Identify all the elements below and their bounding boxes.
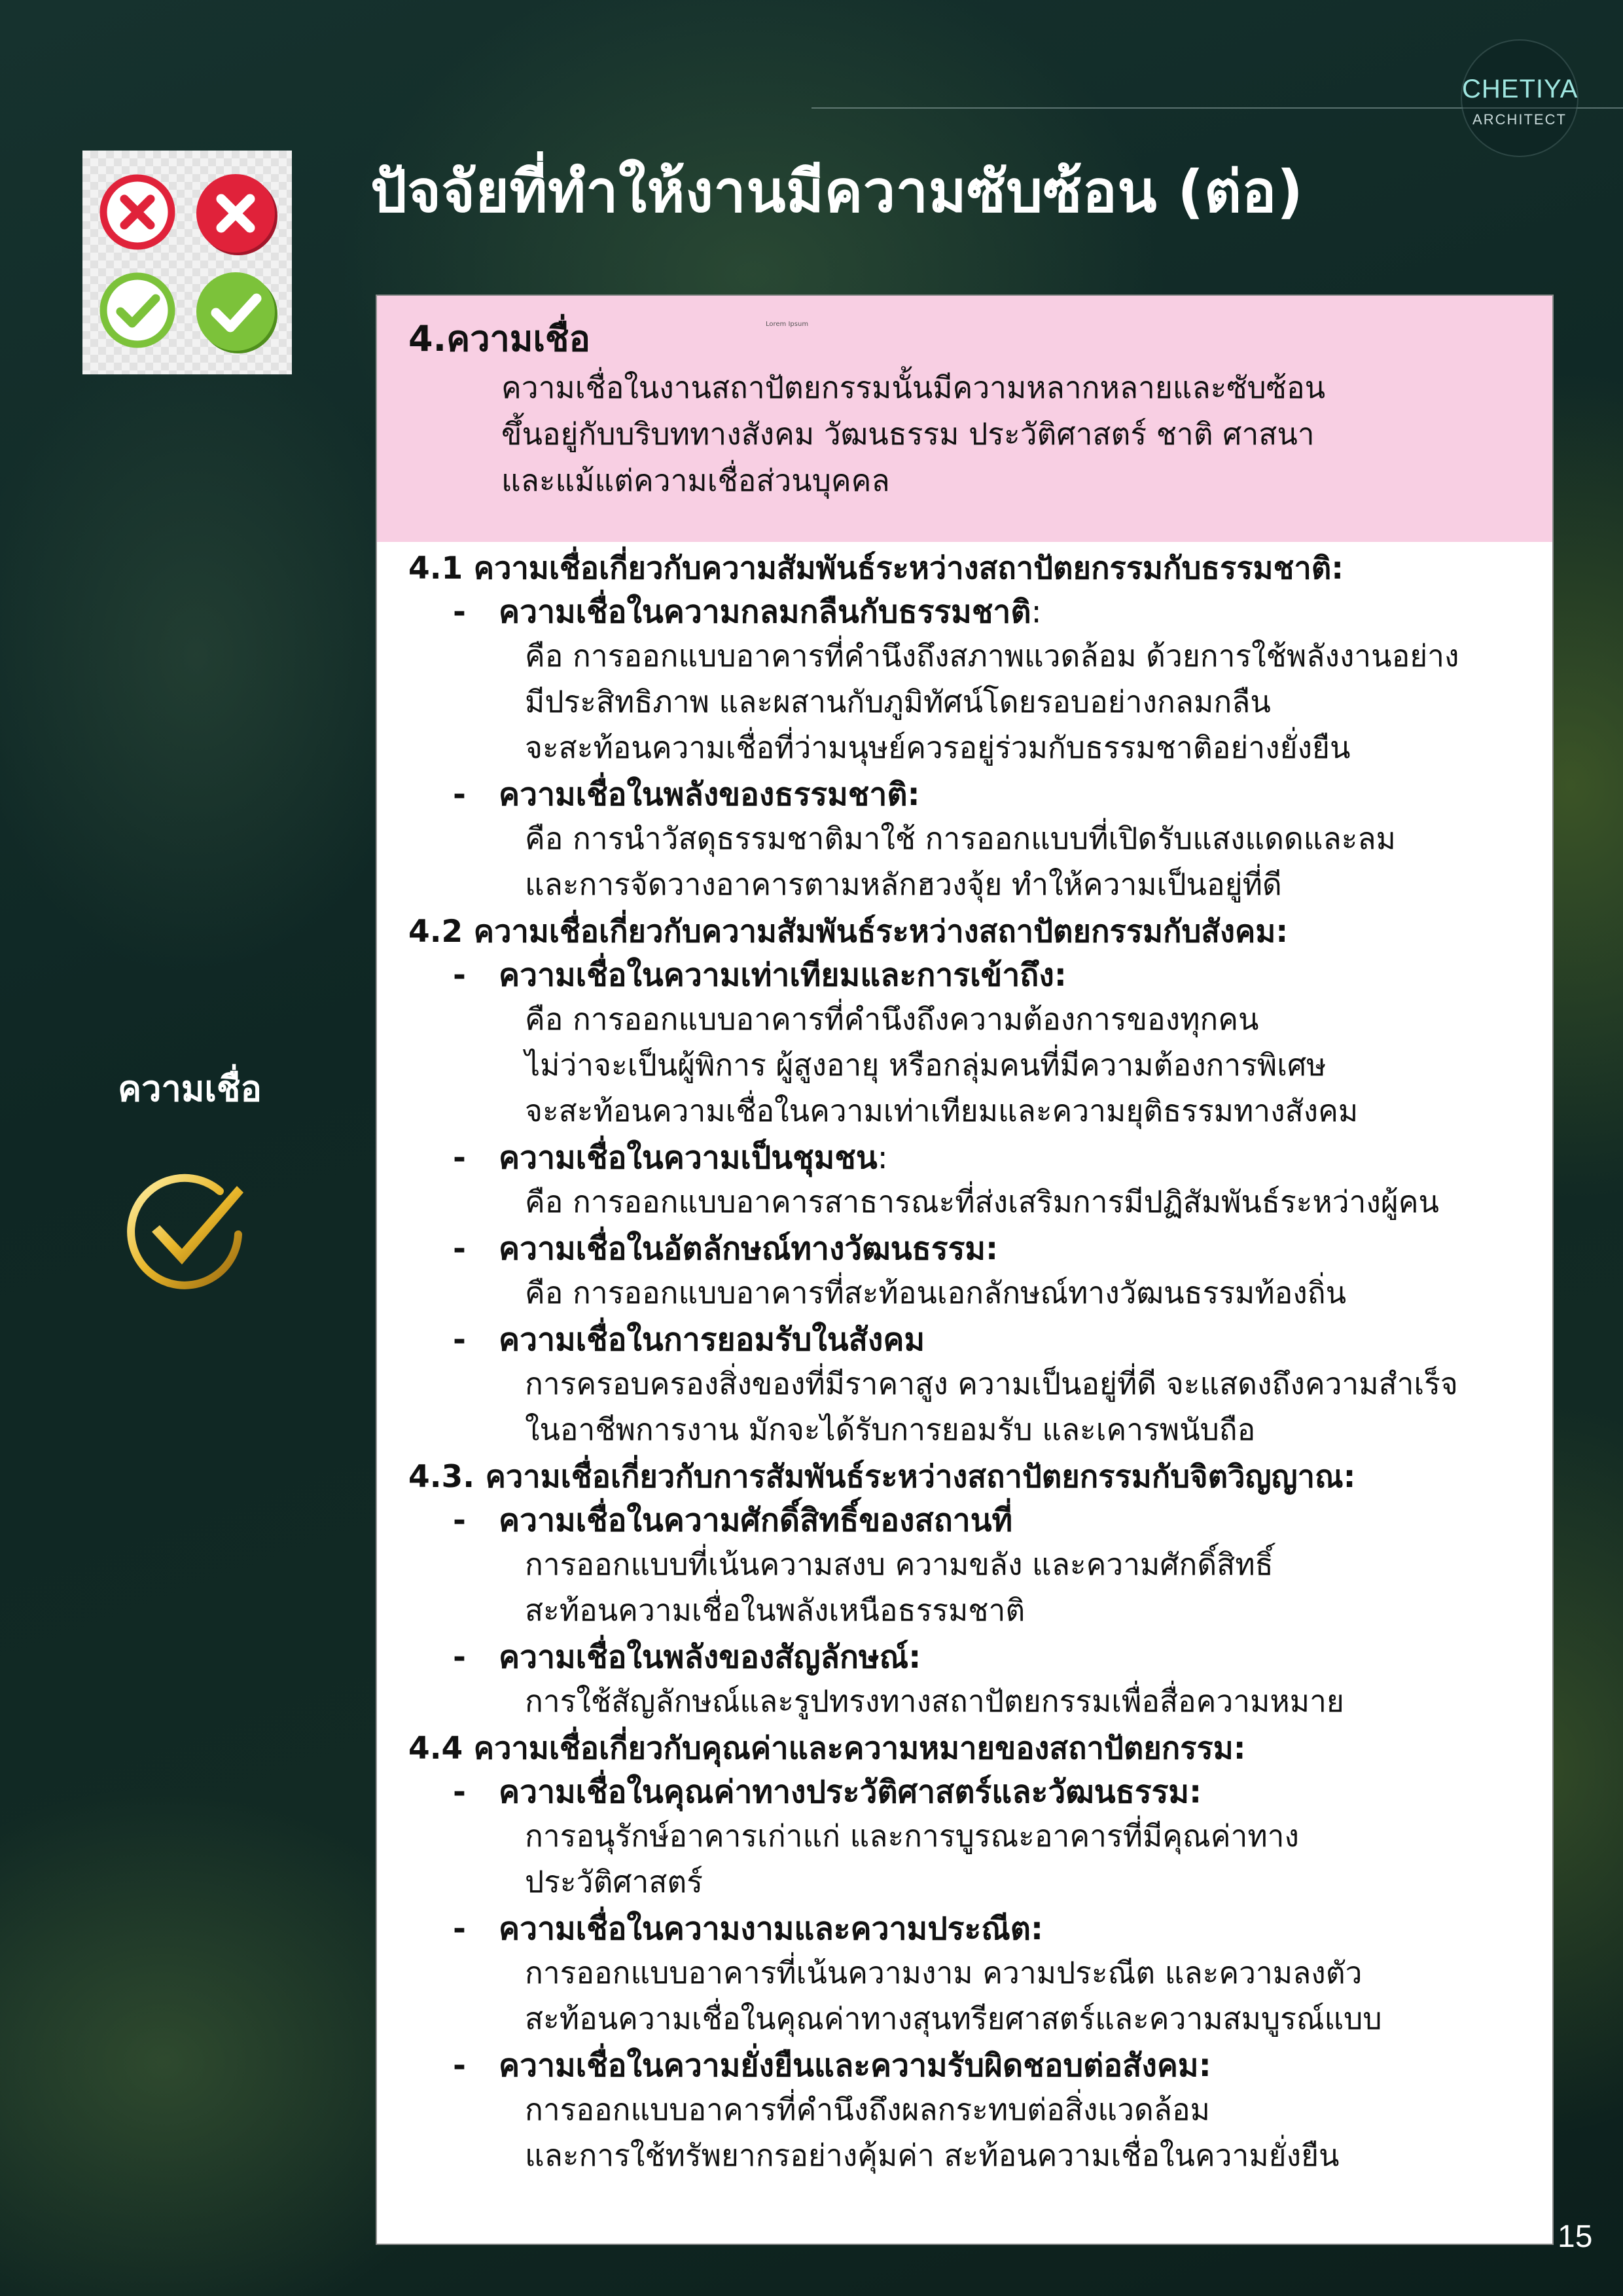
intro-line: และแม้แต่ความเชื่อส่วนบุคคล xyxy=(501,463,890,498)
bullet-item xyxy=(453,2041,1211,2090)
logo-subtext: ARCHITECT xyxy=(1472,111,1567,128)
bullet-description-line: การออกแบบที่เน้นความสงบ ความขลัง และความศักดิ์สิทธิ์ xyxy=(525,1547,1274,1582)
bullet-dash: - xyxy=(453,2047,466,2084)
subsection-title: 4.4 ความเชื่อเกี่ยวกับคุณค่าและความหมายของสถาปัตยกรรม: xyxy=(408,1731,1246,1767)
bullet-dash: - xyxy=(453,1230,466,1267)
bullet-colon: : xyxy=(877,1139,888,1176)
bullet-colon: : xyxy=(1031,594,1042,630)
content-card xyxy=(376,295,1554,2245)
bullet-description-line: คือ การออกแบบอาคารที่คำนึงถึงสภาพแวดล้อม ด้วยการใช้พลังงานอย่าง xyxy=(525,638,1459,673)
bullet-item xyxy=(453,950,1067,1000)
intro-line: ขึ้นอยู่กับบริบททางสังคม วัฒนธรรม ประวัติศาสตร์ ชาติ ศาสนา xyxy=(501,416,1315,452)
bullet-description-line: และการจัดวางอาคารตามหลักฮวงจุ้ย ทำให้ความเป็นอยู่ที่ดี xyxy=(525,867,1282,902)
bullet-item xyxy=(453,1315,925,1365)
bullet-description-line: คือ การออกแบบอาคารที่คำนึงถึงความต้องการของทุกคน xyxy=(525,1001,1259,1037)
sidebar-label: ความเชื่อ xyxy=(118,1068,262,1109)
bullet-label: ความเชื่อในความงามและความประณีต: xyxy=(499,1910,1044,1947)
page-number: 15 xyxy=(1558,2219,1593,2254)
bullet-dash: - xyxy=(453,1502,466,1539)
bullet-description-line: สะท้อนความเชื่อในพลังเหนือธรรมชาติ xyxy=(525,1592,1026,1628)
bullet-dash: - xyxy=(453,1321,466,1358)
bullet-item xyxy=(453,1496,1012,1545)
bullet-dash: - xyxy=(453,1774,466,1810)
section-heading: 4.ความเชื่อ xyxy=(408,318,590,359)
bullet-description-line: ประวัติศาสตร์ xyxy=(525,1864,704,1899)
cross-filled-icon xyxy=(192,170,281,259)
bullet-description-line: คือ การนำวัสดุธรรมชาติมาใช้ การออกแบบที่เปิดรับแสงแดดและลม xyxy=(525,821,1396,856)
subsection-title: 4.2 ความเชื่อเกี่ยวกับความสัมพันธ์ระหว่างสถาปัตยกรรมกับสังคม: xyxy=(408,914,1289,950)
bullet-dash: - xyxy=(453,594,466,630)
bullet-description-line: การออกแบบอาคารที่เน้นความงาม ความประณีต และความลงตัว xyxy=(525,1955,1363,1990)
bullet-description-line: จะสะท้อนความเชื่อในความเท่าเทียมและความยุติธรรมทางสังคม xyxy=(525,1093,1359,1128)
bullet-dash: - xyxy=(453,776,466,813)
bullet-label: ความเชื่อในความศักดิ์สิทธิ์ของสถานที่ xyxy=(499,1502,1013,1539)
cross-check-icon-grid xyxy=(82,151,292,374)
bullet-description-line: ไม่ว่าจะเป็นผู้พิการ ผู้สูงอายุ หรือกลุ่มคนที่มีความต้องการพิเศษ xyxy=(525,1047,1327,1083)
bullet-description-line: การอนุรักษ์อาคารเก่าแก่ และการบูรณะอาคารที่มีคุณค่าทาง xyxy=(525,1818,1299,1854)
bullet-description-line: และการใช้ทรัพยากรอย่างคุ้มค่า สะท้อนความเชื่อในความยั่งยืน xyxy=(525,2138,1340,2173)
bullet-description-line: จะสะท้อนความเชื่อที่ว่ามนุษย์ควรอยู่ร่วมกับธรรมชาติอย่างยั่งยืน xyxy=(525,730,1351,765)
bullet-item xyxy=(453,770,920,819)
bullet-label: ความเชื่อในความกลมกลืนกับธรรมชาติ xyxy=(499,594,1031,630)
chetiya-logo xyxy=(1461,39,1578,157)
bullet-item xyxy=(453,587,1042,637)
bullet-label: ความเชื่อในความยั่งยืนและความรับผิดชอบต่อสังคม: xyxy=(499,2047,1211,2084)
bullet-label: ความเชื่อในคุณค่าทางประวัติศาสตร์และวัฒนธรรม: xyxy=(499,1774,1202,1810)
bullet-description-line: คือ การออกแบบอาคารที่สะท้อนเอกลักษณ์ทางวัฒนธรรมท้องถิ่น xyxy=(525,1275,1347,1310)
bullet-item xyxy=(453,1224,998,1274)
bullet-description-line: คือ การออกแบบอาคารสาธารณะที่ส่งเสริมการมีปฏิสัมพันธ์ระหว่างผู้คน xyxy=(525,1184,1439,1219)
subsection-title: 4.3. ความเชื่อเกี่ยวกับการสัมพันธ์ระหว่างสถาปัตยกรรมกับจิตวิญญาณ: xyxy=(408,1459,1356,1495)
bullet-label: ความเชื่อในความเท่าเทียมและการเข้าถึง: xyxy=(499,957,1067,994)
placeholder-note: Lorem Ipsum xyxy=(766,321,809,328)
intro-line: ความเชื่อในงานสถาปัตยกรรมนั้นมีความหลากหลายและซับซ้อน xyxy=(501,370,1326,405)
bullet-dash: - xyxy=(453,1639,466,1676)
bullet-description-line: สะท้อนความเชื่อในคุณค่าทางสุนทรียศาสตร์และความสมบูรณ์แบบ xyxy=(525,2001,1382,2036)
bullet-item xyxy=(453,1632,921,1682)
cross-outline-icon xyxy=(96,170,179,254)
bullet-dash: - xyxy=(453,1910,466,1947)
bullet-item xyxy=(453,1133,888,1183)
bullet-description-line: มีประสิทธิภาพ และผสานกับภูมิทัศน์โดยรอบอย่างกลมกลืน xyxy=(525,684,1271,719)
logo-text: CHETIYA xyxy=(1462,75,1578,103)
bullet-description-line: การออกแบบอาคารที่คำนึงถึงผลกระทบต่อสิ่งแวดล้อม xyxy=(525,2092,1210,2127)
bullet-label: ความเชื่อในความเป็นชุมชน xyxy=(499,1139,878,1176)
bullet-item xyxy=(453,1904,1043,1954)
bullet-dash: - xyxy=(453,1139,466,1176)
bullet-description-line: การใช้สัญลักษณ์และรูปทรงทางสถาปัตยกรรมเพื่อสื่อความหมาย xyxy=(525,1683,1344,1719)
bullet-description-line: ในอาชีพการงาน มักจะได้รับการยอมรับ และเคารพนับถือ xyxy=(525,1412,1256,1447)
page-title: ปัจจัยที่ทำให้งานมีความซับซ้อน (ต่อ) xyxy=(370,158,1304,225)
bullet-label: ความเชื่อในพลังของสัญลักษณ์: xyxy=(499,1639,921,1676)
bullet-label: ความเชื่อในพลังของธรรมชาติ: xyxy=(499,776,920,813)
bullet-dash: - xyxy=(453,957,466,994)
subsection-title: 4.1 ความเชื่อเกี่ยวกับความสัมพันธ์ระหว่างสถาปัตยกรรมกับธรรมชาติ: xyxy=(408,550,1344,586)
check-outline-icon xyxy=(96,268,179,352)
bullet-item xyxy=(453,1767,1202,1817)
check-filled-icon xyxy=(192,268,281,357)
bullet-label: ความเชื่อในการยอมรับในสังคม xyxy=(499,1321,925,1358)
gold-check-icon xyxy=(122,1157,259,1295)
bullet-label: ความเชื่อในอัตลักษณ์ทางวัฒนธรรม: xyxy=(499,1230,999,1267)
bullet-description-line: การครอบครองสิ่งของที่มีราคาสูง ความเป็นอยู่ที่ดี จะแสดงถึงความสำเร็จ xyxy=(525,1366,1458,1401)
